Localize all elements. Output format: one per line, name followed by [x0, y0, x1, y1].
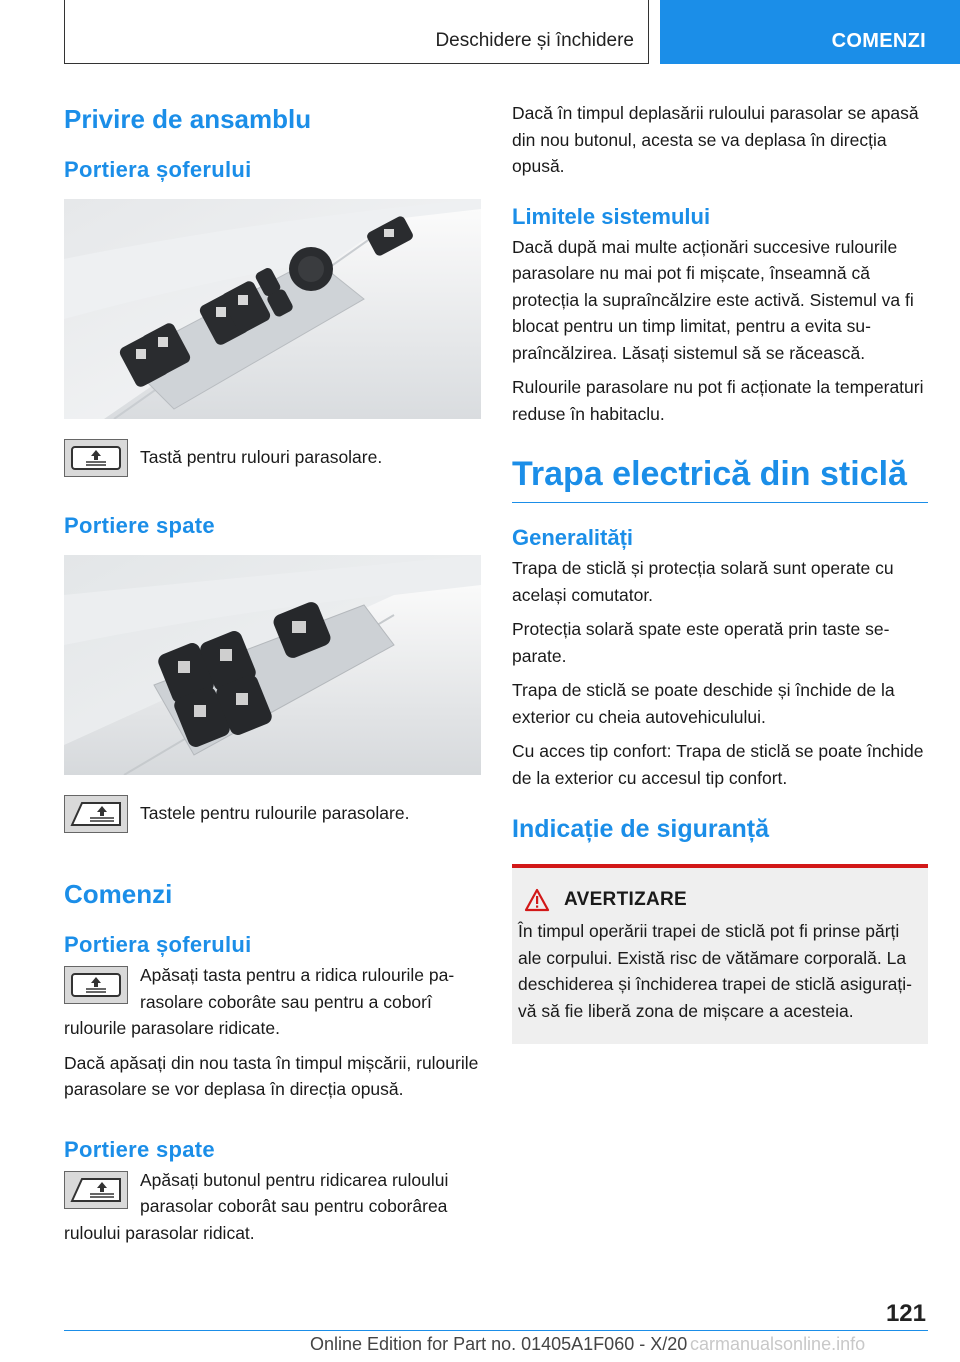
warning-triangle-icon [524, 888, 550, 912]
general-paragraph-3: Trapa de sticlă se poate deschide și închide de la exterior cu cheia autovehiculului. [512, 680, 895, 727]
footer-divider [64, 1330, 928, 1331]
sunshade-key-icon [64, 439, 128, 477]
limits-heading: Limitele sistemului [512, 203, 711, 229]
controls-driver-paragraph-1 [64, 962, 481, 1042]
warning-text: În timpul operării trapei de sticlă pot fi prinse părți ale corpului. Există risc de vătămare corporală. La deschiderea și închiderea trapei de sticlă asigurați-vă să fie liberă zona de mișcare a acesteia. [518, 921, 912, 1021]
chapter-title: Deschidere și închidere [435, 30, 634, 51]
controls-driver-heading: Portiera șoferului [64, 932, 252, 957]
controls-driver-paragraph-2: Dacă apăsați din nou tasta în timpul mișcării, rulourile parasolare se vor deplasa în direcția opusă. [64, 1052, 479, 1099]
edition-info: Online Edition for Part no. 01405A1F060 - X/20 [310, 1334, 688, 1354]
driver-door-heading: Portiera șoferului [64, 157, 252, 182]
header-chapter-box [64, 0, 649, 64]
general-paragraph-2: Protecția solară spate este operată prin taste separate. [512, 619, 890, 666]
watermark: carmanualsonline.info [690, 1334, 866, 1354]
left-column [64, 100, 481, 1246]
warning-box [512, 864, 928, 1044]
section-title: COMENZI [831, 30, 926, 52]
rear-sunshade-key-icon [64, 795, 128, 833]
controls-driver-text-1: Apăsați tasta pentru a ridica rulourile parasolare coborâte sau pentru a coborî rulourile parasolare ridicate. [64, 965, 455, 1038]
sunshade-key-icon [64, 966, 128, 1004]
general-paragraph-1: Trapa de sticlă și protecția solară sunt operate cu același comutator. [512, 558, 894, 605]
rear-sunshade-key-icon [64, 1171, 128, 1209]
page-number: 121 [885, 1300, 926, 1327]
rear-doors-caption: Tastele pentru rulourile parasolare. [140, 803, 410, 823]
general-heading: Generalități [512, 525, 634, 550]
rear-door-switch-photo [64, 555, 481, 775]
limits-paragraph-2: Rulourile parasolare nu pot fi acționate la temperaturi reduse în habitaclu. [512, 377, 924, 424]
overview-title: Privire de ansamblu [64, 104, 312, 134]
header-section-tab [660, 0, 960, 64]
controls-rear-text-1: Apăsați butonul pentru ridicarea ruloului parasolar coborât sau pentru coborârea ruloului parasolar ridicat. [64, 1169, 449, 1243]
rear-doors-heading: Portiere spate [64, 513, 215, 538]
intro-paragraph: Dacă în timpul deplasării ruloului parasolar se apasă din nou butonul, acesta se va deplasa în direcția opusă. [512, 103, 919, 176]
controls-rear-heading: Portiere spate [64, 1136, 215, 1162]
general-paragraph-4: Cu acces tip confort: Trapa de sticlă se poate închide de la exterior cu accesul tip confort. [512, 741, 924, 788]
driver-door-caption: Tastă pentru rulouri parasolare. [140, 447, 383, 467]
controls-rear-paragraph-1 [64, 1167, 481, 1247]
right-column [512, 100, 928, 1044]
driver-door-switch-photo [64, 199, 481, 419]
driver-door-key-legend [64, 439, 481, 479]
warning-title: AVERTIZARE [564, 889, 687, 910]
rear-doors-key-legend [64, 795, 481, 835]
warning-title-row [524, 888, 922, 912]
sunroof-title: Trapa electrică din sticlă [512, 455, 928, 503]
limits-paragraph-1: Dacă după mai multe acționări succesive rulourile parasolare nu mai pot fi mișcate, înseamnă că protecția la supraîncălzire este activă. Sistemul va fi blocat pentru un timp limitat, pentru a evita supraîncălzirea. Lăsați sistemul să se răcească. [512, 236, 914, 363]
controls-title: Comenzi [64, 879, 173, 909]
safety-heading: Indicație de siguranță [512, 815, 770, 843]
